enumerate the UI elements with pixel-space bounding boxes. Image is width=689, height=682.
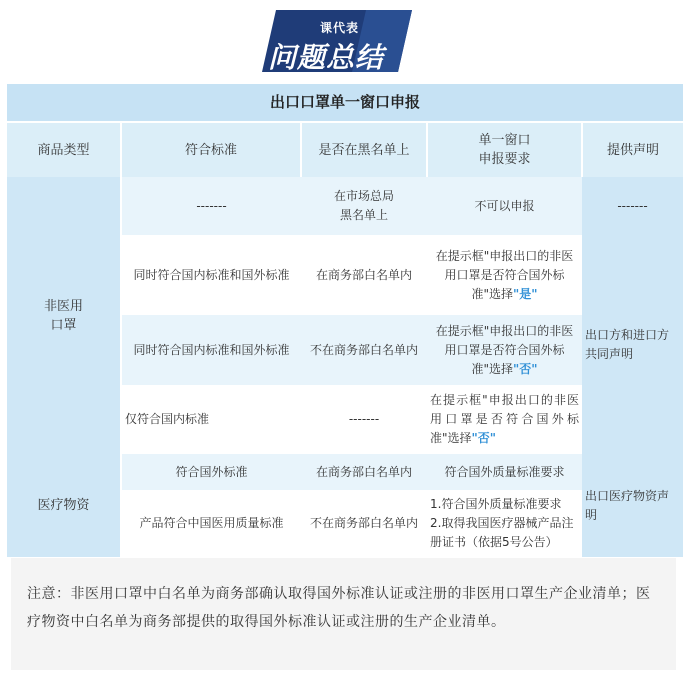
banner-subtitle: 课代表 xyxy=(320,21,360,35)
requirement-text: 在提示框"申报出口的非医用口罩是否符合国外标准"选择 xyxy=(435,248,574,301)
requirement-choice-no: "否" xyxy=(513,361,538,376)
cell-standard: 仅符合国内标准 xyxy=(125,412,210,426)
cell-blacklist: 在商务部白名单内 xyxy=(315,267,412,282)
requirement-choice-yes: "是" xyxy=(513,286,538,301)
cell-standard: 产品符合中国医用质量标准 xyxy=(139,516,284,530)
banner-title: 问题总结 xyxy=(268,41,385,74)
requirement-text: 在提示框"申报出口的非医用口罩是否符合国外标准"选择 xyxy=(435,323,574,376)
requirement-text: 在提示框"申报出口的非医用口罩是否符合国外标准"选择 xyxy=(430,393,579,445)
table-row xyxy=(7,177,683,235)
table-title: 出口口罩单一窗口申报 xyxy=(7,84,683,122)
cell-declaration-joint: 出口方和进口方共同声明 xyxy=(582,235,683,454)
cell-requirement xyxy=(427,315,582,385)
cell-blacklist: ------- xyxy=(348,412,380,426)
cell-requirement: 1.符合国外质量标准要求 2.取得我国医疗器械产品注册证书（依据5号公告） xyxy=(430,497,574,549)
table-header-row xyxy=(7,122,683,177)
declaration-table xyxy=(7,84,683,557)
cell-blacklist: 不在商务部白名单内 xyxy=(309,516,418,530)
header-blacklist: 是否在黑名单上 xyxy=(301,122,427,177)
table-row xyxy=(7,454,683,490)
header-window-requirement: 单一窗口 申报要求 xyxy=(427,122,582,177)
category-medical-supplies: 医疗物资 xyxy=(7,454,121,557)
section-banner xyxy=(262,10,412,72)
cell-standard: ------- xyxy=(196,198,227,213)
cell-declaration: ------- xyxy=(582,177,683,235)
cell-requirement: 符合国外质量标准要求 xyxy=(444,464,565,479)
cell-standard: 同时符合国内标准和国外标准 xyxy=(133,267,290,282)
cell-requirement xyxy=(427,385,582,454)
cell-standard: 同时符合国内标准和国外标准 xyxy=(133,342,290,357)
header-declaration: 提供声明 xyxy=(582,122,683,177)
cell-standard: 符合国外标准 xyxy=(175,464,248,479)
cell-blacklist: 不在商务部白名单内 xyxy=(309,342,418,357)
header-product-type: 商品类型 xyxy=(7,122,121,177)
cell-blacklist: 在市场总局 黑名单上 xyxy=(333,189,394,222)
cell-blacklist: 在商务部白名单内 xyxy=(315,464,412,479)
cell-declaration-medical: 出口医疗物资声明 xyxy=(582,454,683,557)
header-standard: 符合标准 xyxy=(121,122,301,177)
cell-requirement xyxy=(427,235,582,315)
requirement-choice-no: "否" xyxy=(471,431,497,445)
cell-requirement: 不可以申报 xyxy=(474,198,535,213)
category-nonmedical-mask: 非医用 口罩 xyxy=(7,177,121,454)
footnote: 注意：非医用口罩中白名单为商务部确认取得国外标准认证或注册的非医用口罩生产企业清单；医疗物资中白名单为商务部提供的取得国外标准认证或注册的生产企业清单。 xyxy=(11,558,676,670)
